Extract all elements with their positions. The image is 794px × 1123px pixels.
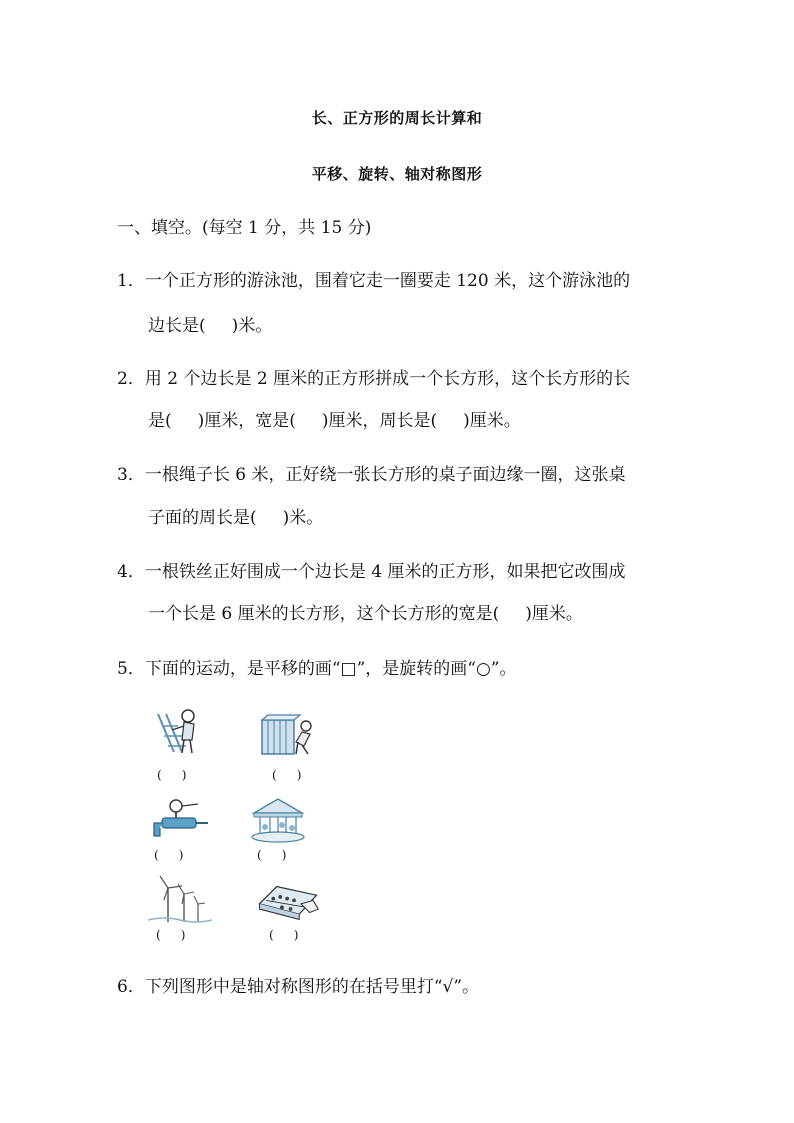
question-4-line-1 [117,560,625,584]
question-5-line-1 [117,657,517,681]
question-2-text-c: )厘米，周长是( [321,411,438,431]
paren-close: ) [180,928,186,942]
abacus-drawing [256,878,320,928]
question-6-number: 6． [117,977,145,997]
paren-open: ( [257,848,262,862]
question-5-text: 下面的运动，是平移的画“□”，是旋转的画“○”。 [144,659,517,679]
question-6-line-1 [117,975,479,999]
question-2-number: 2． [117,369,145,389]
water-faucet-drawing [148,796,212,846]
section-heading: 一、填空。(每空 1 分，共 15 分) [117,218,372,238]
question-4-number: 4． [117,562,145,582]
answer-parentheses[interactable] [154,848,183,862]
paren-close: ) [178,848,184,862]
question-6-text: 下列图形中是轴对称图形的在括号里打“√”。 [144,977,480,997]
question-1-line-2 [148,314,272,338]
child-pushing-box-drawing [258,712,322,762]
paren-close: ) [296,768,302,782]
paren-open: ( [269,928,274,942]
carousel-drawing [246,795,310,845]
question-1-text-a: 边长是( [148,316,206,336]
question-3-text: 一根绳子长 6 米，正好绕一张长方形的桌子面边缘一圈，这张桌 [144,465,626,485]
question-1-number: 1． [117,271,145,291]
answer-parentheses[interactable] [272,768,301,782]
question-1-text: 一个正方形的游泳池，围着它走一圈要走 120 米，这个游泳池的 [144,271,631,291]
question-2-text-d: )厘米。 [463,411,521,431]
title-line-1: 长、正方形的周长计算和 [311,109,483,127]
paren-close: ) [281,848,287,862]
question-1-text-b: )米。 [231,316,273,336]
question-4-text: 一根铁丝正好围成一个边长是 4 厘米的正方形，如果把它改围成 [144,562,626,582]
question-2-line-1 [117,367,630,391]
question-3-text-b: )米。 [282,508,324,528]
question-4-text-b: )厘米。 [525,604,583,624]
question-2-text-b: )厘米，宽是( [197,411,296,431]
paren-close: ) [293,928,299,942]
question-1-line-1 [117,269,630,293]
paren-open: ( [156,928,161,942]
question-2-text: 用 2 个边长是 2 厘米的正方形拼成一个长方形，这个长方形的长 [144,369,631,389]
question-2-text-a: 是( [148,411,172,431]
question-2-line-2 [148,409,521,433]
paren-open: ( [154,848,159,862]
paren-open: ( [272,768,277,782]
answer-parentheses[interactable] [257,848,286,862]
wind-turbines-drawing [148,874,212,924]
question-3-number: 3． [117,465,145,485]
answer-parentheses[interactable] [269,928,298,942]
title-line-2: 平移、旋转、轴对称图形 [311,165,483,183]
paren-open: ( [157,768,162,782]
answer-parentheses[interactable] [156,928,185,942]
question-3-line-1 [117,463,625,487]
question-3-line-2 [148,506,323,530]
question-4-text-a: 一个长是 6 厘米的长方形，这个长方形的宽是( [148,604,500,624]
paren-close: ) [181,768,187,782]
question-4-line-2 [148,602,583,626]
question-3-text-a: 子面的周长是( [148,508,257,528]
answer-parentheses[interactable] [157,768,186,782]
question-5-number: 5． [117,659,145,679]
child-on-swing-drawing [152,706,216,756]
